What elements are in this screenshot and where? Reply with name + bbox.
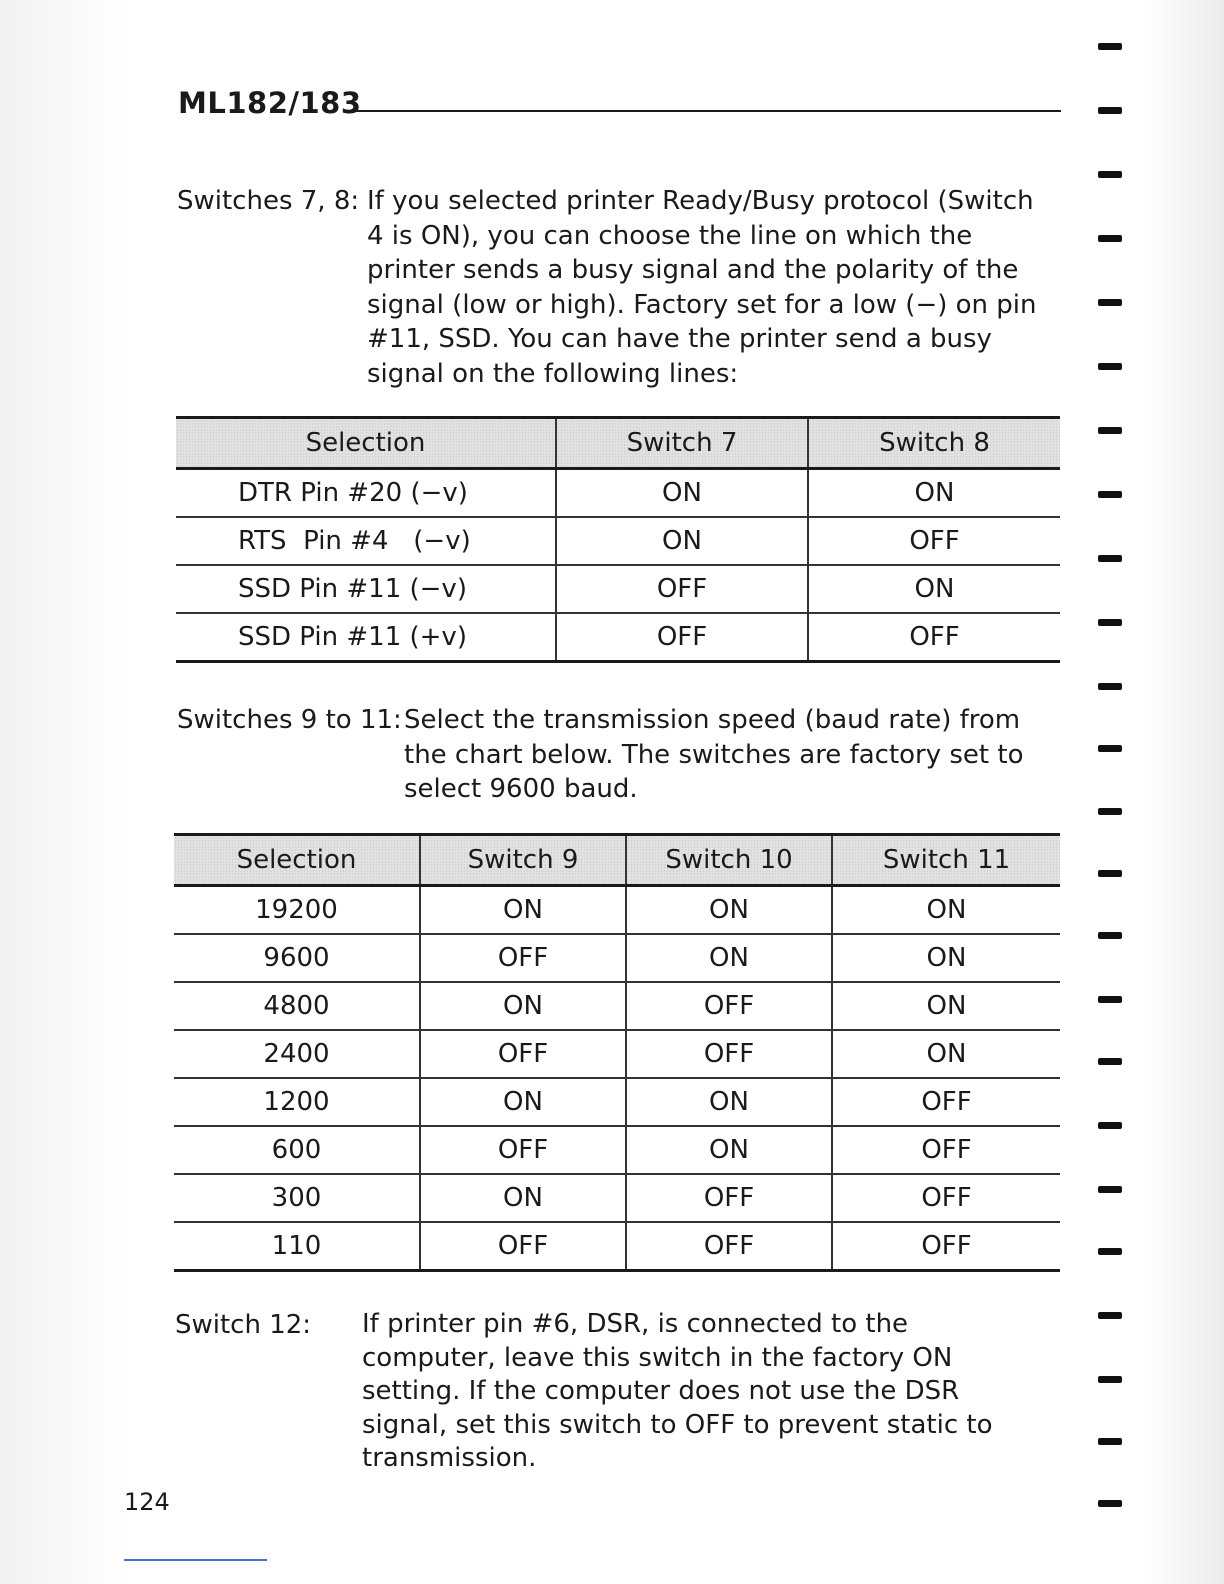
switch-8-cell: ON (808, 565, 1060, 613)
selection-cell: DTR Pin #20 (−v) (176, 469, 556, 518)
switch-10-cell: OFF (626, 1030, 832, 1078)
tab-mark (1098, 107, 1122, 114)
tab-mark (1098, 745, 1122, 752)
selection-cell: SSD Pin #11 (+v) (176, 613, 556, 662)
tab-mark (1098, 932, 1122, 939)
switch-11-cell: ON (832, 982, 1060, 1030)
table-row (176, 565, 1060, 613)
switch-9-cell: OFF (420, 1222, 626, 1271)
column-header-switch-11: Switch 11 (832, 835, 1060, 886)
switches-7-8-label: Switches 7, 8: (177, 186, 360, 216)
tab-mark (1098, 1186, 1122, 1193)
tab-mark (1098, 555, 1122, 562)
tab-mark (1098, 870, 1122, 877)
tab-mark (1098, 235, 1122, 242)
tab-mark (1098, 1312, 1122, 1319)
table-row (176, 517, 1060, 565)
tab-mark (1098, 299, 1122, 306)
switch-10-cell: OFF (626, 1174, 832, 1222)
switch-7-cell: ON (556, 517, 808, 565)
switches-9-11-description: Select the transmission speed (baud rate) from the chart below. The switches are factory set to select 9600 baud. (404, 705, 1024, 804)
switch-9-cell: ON (420, 1174, 626, 1222)
column-header-switch-8: Switch 8 (808, 418, 1060, 469)
tab-mark (1098, 1122, 1122, 1129)
switch-11-cell: ON (832, 1030, 1060, 1078)
selection-cell: SSD Pin #11 (−v) (176, 565, 556, 613)
page-header-title: ML182/183 (178, 86, 362, 120)
switch-9-cell: ON (420, 982, 626, 1030)
switch-8-cell: OFF (808, 517, 1060, 565)
table-row (174, 1174, 1060, 1222)
switches-7-8-description: If you selected printer Ready/Busy protocol (Switch 4 is ON), you can choose the line on which the printer sends a busy signal and the polarity of the signal (low or high). Factory set for a low (−) on pin #11, SSD. You can have the printer send a busy signal on the following lines: (367, 186, 1037, 389)
switches-9-11-label: Switches 9 to 11: (177, 705, 402, 735)
table-header-row (174, 835, 1060, 886)
switch-11-cell: ON (832, 886, 1060, 935)
tab-mark (1098, 1376, 1122, 1383)
table-row (176, 613, 1060, 662)
tab-mark (1098, 996, 1122, 1003)
switch-7-cell: OFF (556, 613, 808, 662)
switch-10-cell: ON (626, 1126, 832, 1174)
switch-10-cell: ON (626, 934, 832, 982)
table-row (174, 1126, 1060, 1174)
baud-rate-cell: 110 (174, 1222, 420, 1271)
switch-9-cell: OFF (420, 934, 626, 982)
baud-rate-table (174, 833, 1060, 1272)
page-number: 124 (124, 1488, 170, 1516)
selection-cell: RTS Pin #4 (−v) (176, 517, 556, 565)
column-header-selection: Selection (174, 835, 420, 886)
baud-rate-cell: 300 (174, 1174, 420, 1222)
switch-9-cell: OFF (420, 1126, 626, 1174)
switch-9-cell: ON (420, 1078, 626, 1126)
column-header-switch-7: Switch 7 (556, 418, 808, 469)
tab-mark (1098, 363, 1122, 370)
tab-mark (1098, 1500, 1122, 1507)
table-row (174, 1222, 1060, 1271)
baud-rate-cell: 1200 (174, 1078, 420, 1126)
table-row (174, 886, 1060, 935)
table-row (174, 934, 1060, 982)
switch-10-cell: ON (626, 1078, 832, 1126)
switch-10-cell: ON (626, 886, 832, 935)
tab-mark (1098, 491, 1122, 498)
baud-rate-cell: 2400 (174, 1030, 420, 1078)
switch-11-cell: ON (832, 934, 1060, 982)
switch-7-cell: ON (556, 469, 808, 518)
switch-7-cell: OFF (556, 565, 808, 613)
tab-mark (1098, 683, 1122, 690)
table-row (174, 1078, 1060, 1126)
table-row (174, 982, 1060, 1030)
table-row (174, 1030, 1060, 1078)
switch-10-cell: OFF (626, 982, 832, 1030)
table-row (176, 469, 1060, 518)
table-header-row (176, 418, 1060, 469)
tab-mark (1098, 171, 1122, 178)
baud-rate-cell: 9600 (174, 934, 420, 982)
page-margin-shadow-left (0, 0, 128, 1584)
tab-mark (1098, 1438, 1122, 1445)
tab-mark (1098, 1058, 1122, 1065)
tab-mark (1098, 43, 1122, 50)
tab-mark (1098, 427, 1122, 434)
switch-8-cell: ON (808, 469, 1060, 518)
column-header-switch-9: Switch 9 (420, 835, 626, 886)
column-header-switch-10: Switch 10 (626, 835, 832, 886)
switch-10-cell: OFF (626, 1222, 832, 1271)
switch-11-cell: OFF (832, 1222, 1060, 1271)
baud-rate-cell: 19200 (174, 886, 420, 935)
switch-9-cell: OFF (420, 1030, 626, 1078)
switch-8-cell: OFF (808, 613, 1060, 662)
busy-signal-table (176, 416, 1060, 663)
tab-mark (1098, 1248, 1122, 1255)
page-margin-shadow-right (1144, 0, 1224, 1584)
switch-12-label: Switch 12: (175, 1310, 312, 1340)
tab-mark (1098, 808, 1122, 815)
baud-rate-cell: 4800 (174, 982, 420, 1030)
bottom-rule (124, 1559, 267, 1561)
switch-12-description: If printer pin #6, DSR, is connected to the computer, leave this switch in the factory ON setting. If the computer does not use the DSR signal, set this switch to OFF to prevent static to transmission. (362, 1309, 993, 1473)
baud-rate-cell: 600 (174, 1126, 420, 1174)
switch-11-cell: OFF (832, 1126, 1060, 1174)
switch-9-cell: ON (420, 886, 626, 935)
column-header-selection: Selection (176, 418, 556, 469)
tab-mark (1098, 619, 1122, 626)
header-rule (344, 110, 1061, 112)
switch-11-cell: OFF (832, 1174, 1060, 1222)
switch-11-cell: OFF (832, 1078, 1060, 1126)
